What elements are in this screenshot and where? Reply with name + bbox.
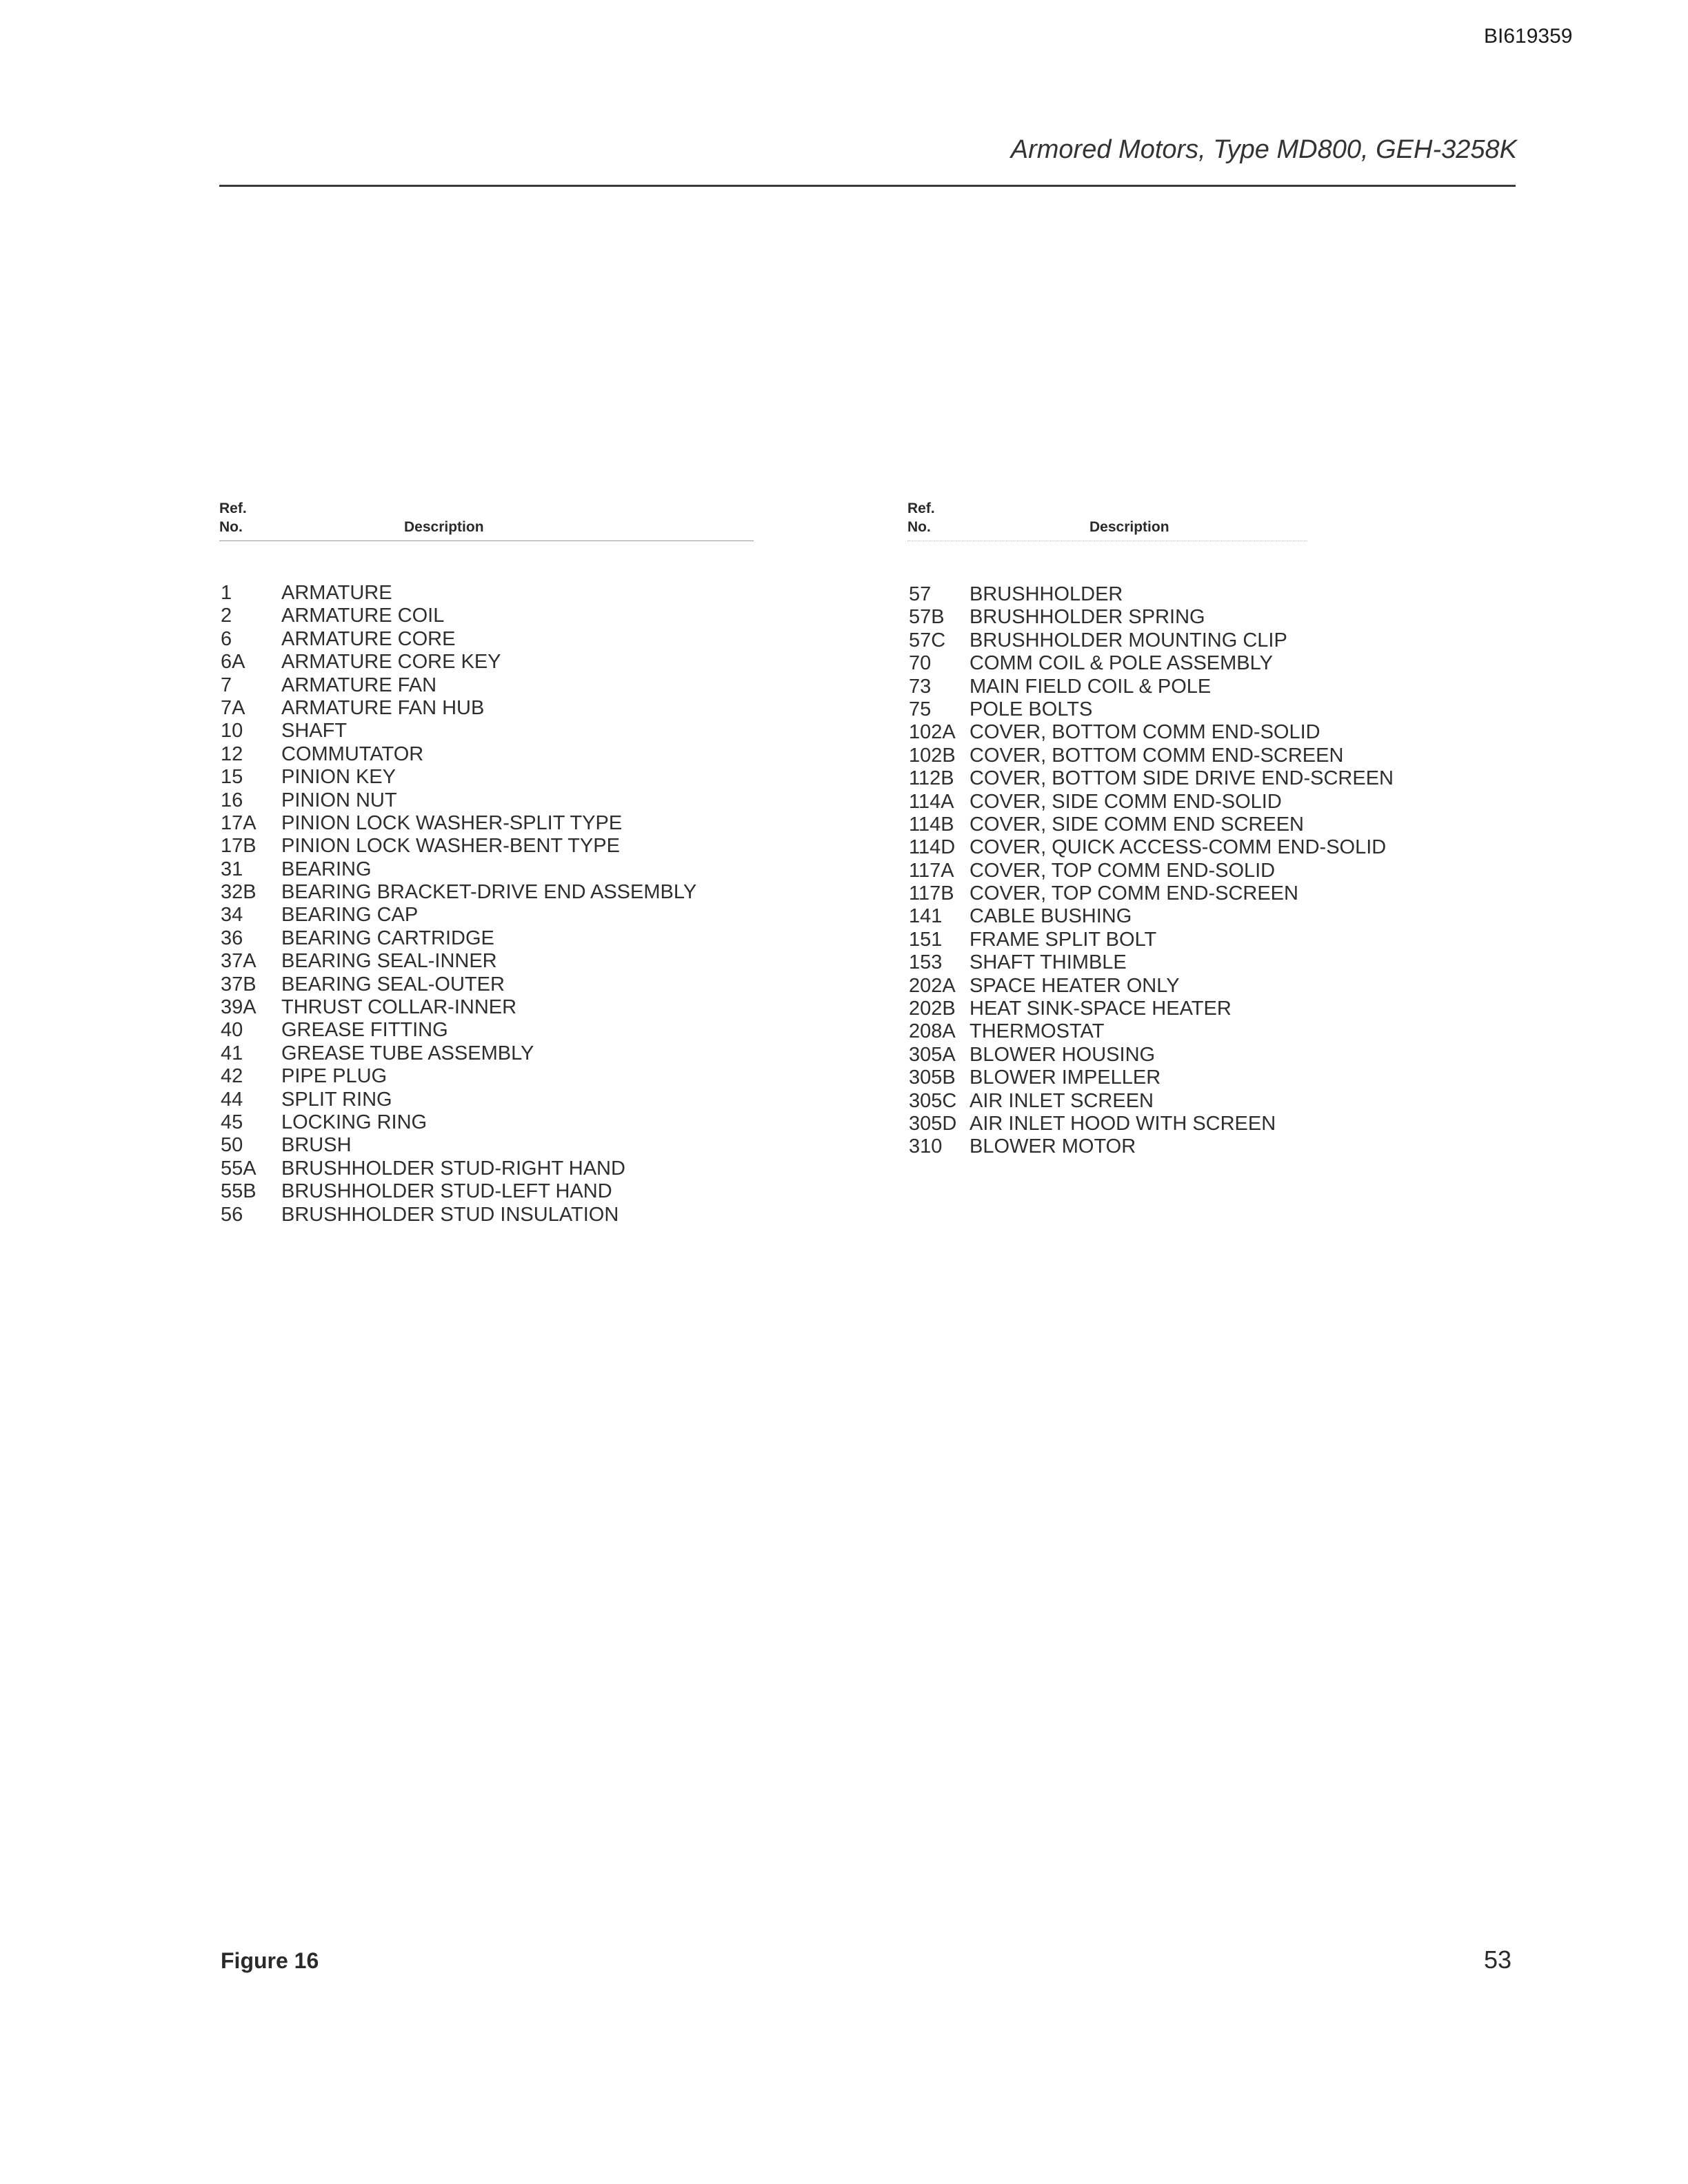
part-description: PINION NUT	[281, 789, 397, 811]
part-row	[219, 789, 754, 812]
part-row	[907, 905, 1528, 928]
part-ref-number: 7	[221, 674, 232, 696]
part-row	[907, 951, 1528, 974]
part-row	[907, 836, 1528, 859]
part-description: SPLIT RING	[281, 1088, 392, 1111]
part-row	[219, 582, 754, 605]
part-description: SHAFT THIMBLE	[969, 951, 1127, 974]
part-row	[907, 813, 1528, 836]
part-description: BEARING SEAL-OUTER	[281, 973, 505, 995]
part-row	[907, 1135, 1528, 1158]
parts-list-right-column	[907, 499, 1528, 1159]
description-heading: Description	[404, 519, 484, 535]
column-header	[219, 499, 754, 546]
part-row	[907, 676, 1528, 698]
part-description: COVER, QUICK ACCESS-COMM END-SOLID	[969, 836, 1387, 859]
part-ref-number: 117A	[909, 859, 954, 882]
part-ref-number: 153	[909, 951, 943, 974]
part-row	[219, 674, 754, 697]
part-row	[219, 1157, 754, 1180]
part-description: BEARING BRACKET-DRIVE END ASSEMBLY	[281, 881, 697, 904]
parts-rows	[219, 582, 754, 1226]
part-ref-number: 37B	[221, 973, 257, 995]
part-ref-number: 208A	[909, 1020, 956, 1043]
part-ref-number: 102A	[909, 721, 956, 744]
part-description: ARMATURE COIL	[281, 605, 445, 627]
part-ref-number: 2	[221, 605, 232, 627]
part-row	[907, 1020, 1528, 1043]
part-row	[907, 745, 1528, 767]
part-description: BEARING SEAL-INNER	[281, 950, 497, 973]
part-row	[219, 1134, 754, 1157]
part-description: PINION LOCK WASHER-SPLIT TYPE	[281, 811, 623, 834]
part-ref-number: 57B	[909, 606, 945, 629]
document-id: BI619359	[1484, 25, 1573, 48]
part-row	[907, 698, 1528, 721]
part-row	[219, 858, 754, 881]
part-row	[907, 652, 1528, 675]
header-underline	[907, 540, 1307, 541]
part-description: COVER, TOP COMM END-SOLID	[969, 859, 1276, 882]
parts-list-left-column	[219, 499, 754, 1226]
part-row	[219, 743, 754, 766]
part-ref-number: 112B	[909, 767, 954, 790]
part-description: BEARING CAP	[281, 904, 419, 927]
part-description: COVER, TOP COMM END-SCREEN	[969, 882, 1298, 905]
ref-no-heading	[219, 499, 247, 536]
part-description: GREASE FITTING	[281, 1019, 448, 1042]
part-ref-number: 17A	[221, 811, 257, 834]
part-row	[907, 583, 1528, 606]
part-description: LOCKING RING	[281, 1111, 428, 1133]
part-ref-number: 55B	[221, 1180, 257, 1203]
part-description: BEARING CARTRIDGE	[281, 927, 494, 949]
part-ref-number: 15	[221, 766, 243, 789]
header-rule	[219, 185, 1516, 187]
part-ref-number: 310	[909, 1135, 943, 1158]
part-row	[219, 973, 754, 996]
part-description: COVER, BOTTOM COMM END-SCREEN	[969, 744, 1344, 767]
part-ref-number: 305C	[909, 1089, 957, 1112]
part-row	[219, 605, 754, 627]
part-description: PINION KEY	[281, 766, 396, 789]
part-row	[219, 927, 754, 950]
part-ref-number: 202A	[909, 974, 956, 997]
part-ref-number: 151	[909, 928, 943, 951]
part-description: ARMATURE FAN	[281, 674, 437, 696]
part-ref-number: 45	[221, 1111, 243, 1133]
part-ref-number: 6A	[221, 651, 245, 674]
part-row	[907, 929, 1528, 951]
ref-heading: Ref.	[219, 501, 247, 516]
part-ref-number: 117B	[909, 882, 954, 905]
part-description: AIR INLET HOOD WITH SCREEN	[969, 1112, 1276, 1135]
part-description: BRUSHHOLDER	[969, 583, 1123, 605]
part-description: COVER, BOTTOM COMM END-SOLID	[969, 721, 1320, 744]
part-description: PIPE PLUG	[281, 1065, 388, 1088]
part-ref-number: 305D	[909, 1112, 957, 1135]
part-description: POLE BOLTS	[969, 698, 1093, 720]
part-ref-number: 1	[221, 582, 232, 604]
part-description: COVER, BOTTOM SIDE DRIVE END-SCREEN	[969, 767, 1394, 790]
part-ref-number: 50	[221, 1134, 243, 1157]
part-ref-number: 305A	[909, 1043, 956, 1066]
part-ref-number: 70	[909, 652, 932, 675]
part-description: ARMATURE CORE KEY	[281, 651, 501, 674]
part-row	[219, 1042, 754, 1065]
part-ref-number: 44	[221, 1088, 243, 1111]
part-row	[219, 766, 754, 789]
part-row	[907, 1044, 1528, 1066]
part-description: BRUSH	[281, 1134, 352, 1157]
part-description: FRAME SPLIT BOLT	[969, 928, 1157, 951]
part-ref-number: 305B	[909, 1066, 956, 1089]
part-ref-number: 57C	[909, 629, 946, 651]
part-row	[219, 950, 754, 973]
part-ref-number: 75	[909, 698, 932, 720]
part-description: THRUST COLLAR-INNER	[281, 996, 517, 1019]
part-description: AIR INLET SCREEN	[969, 1089, 1154, 1112]
part-row	[219, 812, 754, 835]
part-ref-number: 114B	[909, 813, 954, 836]
part-ref-number: 202B	[909, 998, 956, 1020]
part-description: BRUSHHOLDER STUD INSULATION	[281, 1203, 619, 1226]
part-ref-number: 39A	[221, 996, 257, 1019]
parts-rows	[907, 583, 1528, 1159]
description-heading: Description	[1089, 519, 1169, 535]
part-description: BRUSHHOLDER MOUNTING CLIP	[969, 629, 1287, 651]
part-row	[907, 860, 1528, 882]
header-underline	[219, 540, 754, 541]
column-header	[907, 499, 1528, 546]
part-description: MAIN FIELD COIL & POLE	[969, 675, 1212, 698]
part-row	[219, 904, 754, 927]
part-row	[907, 791, 1528, 813]
part-row	[907, 629, 1528, 652]
part-ref-number: 12	[221, 742, 243, 765]
part-description: ARMATURE	[281, 582, 392, 604]
part-description: THERMOSTAT	[969, 1020, 1105, 1043]
part-row	[219, 720, 754, 742]
ref-heading: Ref.	[907, 501, 935, 516]
part-ref-number: 6	[221, 627, 232, 650]
part-description: COVER, SIDE COMM END-SOLID	[969, 790, 1282, 813]
part-ref-number: 40	[221, 1019, 243, 1042]
part-description: BRUSHHOLDER STUD-RIGHT HAND	[281, 1157, 625, 1180]
no-heading: No.	[219, 519, 243, 535]
part-ref-number: 36	[221, 927, 243, 949]
part-row	[219, 1204, 754, 1226]
part-ref-number: 16	[221, 789, 243, 811]
part-ref-number: 114D	[909, 836, 956, 859]
figure-caption: Figure 16	[221, 1948, 319, 1973]
part-ref-number: 42	[221, 1065, 243, 1088]
part-ref-number: 57	[909, 583, 932, 605]
part-description: HEAT SINK-SPACE HEATER	[969, 998, 1232, 1020]
part-row	[907, 1113, 1528, 1135]
part-ref-number: 141	[909, 905, 943, 928]
part-ref-number: 73	[909, 675, 932, 698]
part-description: COMM COIL & POLE ASSEMBLY	[969, 652, 1273, 675]
part-ref-number: 41	[221, 1042, 243, 1064]
part-description: BEARING	[281, 858, 372, 880]
part-ref-number: 114A	[909, 790, 954, 813]
part-description: SHAFT	[281, 720, 348, 742]
part-row	[219, 1180, 754, 1203]
part-description: COMMUTATOR	[281, 742, 424, 765]
part-row	[219, 651, 754, 674]
running-header: Armored Motors, Type MD800, GEH-3258K	[1010, 135, 1517, 164]
part-ref-number: 17B	[221, 835, 257, 858]
part-row	[219, 881, 754, 904]
part-row	[907, 767, 1528, 790]
part-row	[907, 975, 1528, 998]
part-row	[907, 998, 1528, 1020]
part-description: ARMATURE CORE	[281, 627, 456, 650]
part-description: BLOWER HOUSING	[969, 1043, 1156, 1066]
part-description: CABLE BUSHING	[969, 905, 1132, 928]
part-row	[219, 996, 754, 1019]
part-ref-number: 37A	[221, 950, 257, 973]
part-row	[219, 1089, 754, 1111]
part-row	[219, 628, 754, 651]
part-row	[907, 1066, 1528, 1089]
part-ref-number: 102B	[909, 744, 956, 767]
part-description: ARMATURE FAN HUB	[281, 696, 485, 719]
part-row	[907, 1090, 1528, 1113]
part-row	[907, 606, 1528, 629]
part-row	[219, 1065, 754, 1088]
part-ref-number: 31	[221, 858, 243, 880]
part-row	[907, 882, 1528, 905]
no-heading: No.	[907, 519, 931, 535]
part-description: BRUSHHOLDER SPRING	[969, 606, 1205, 629]
part-ref-number: 10	[221, 720, 243, 742]
part-description: SPACE HEATER ONLY	[969, 974, 1180, 997]
part-row	[219, 697, 754, 720]
part-ref-number: 34	[221, 904, 243, 927]
page-number: 53	[1484, 1945, 1512, 1974]
part-ref-number: 55A	[221, 1157, 257, 1180]
part-ref-number: 32B	[221, 881, 257, 904]
part-description: COVER, SIDE COMM END SCREEN	[969, 813, 1304, 836]
ref-no-heading	[907, 499, 935, 536]
part-description: GREASE TUBE ASSEMBLY	[281, 1042, 534, 1064]
part-row	[219, 1019, 754, 1042]
part-description: PINION LOCK WASHER-BENT TYPE	[281, 835, 620, 858]
part-description: BLOWER MOTOR	[969, 1135, 1136, 1158]
part-description: BLOWER IMPELLER	[969, 1066, 1161, 1089]
part-row	[907, 721, 1528, 744]
part-ref-number: 56	[221, 1203, 243, 1226]
part-description: BRUSHHOLDER STUD-LEFT HAND	[281, 1180, 612, 1203]
part-row	[219, 1111, 754, 1134]
part-row	[219, 835, 754, 858]
part-ref-number: 7A	[221, 696, 245, 719]
